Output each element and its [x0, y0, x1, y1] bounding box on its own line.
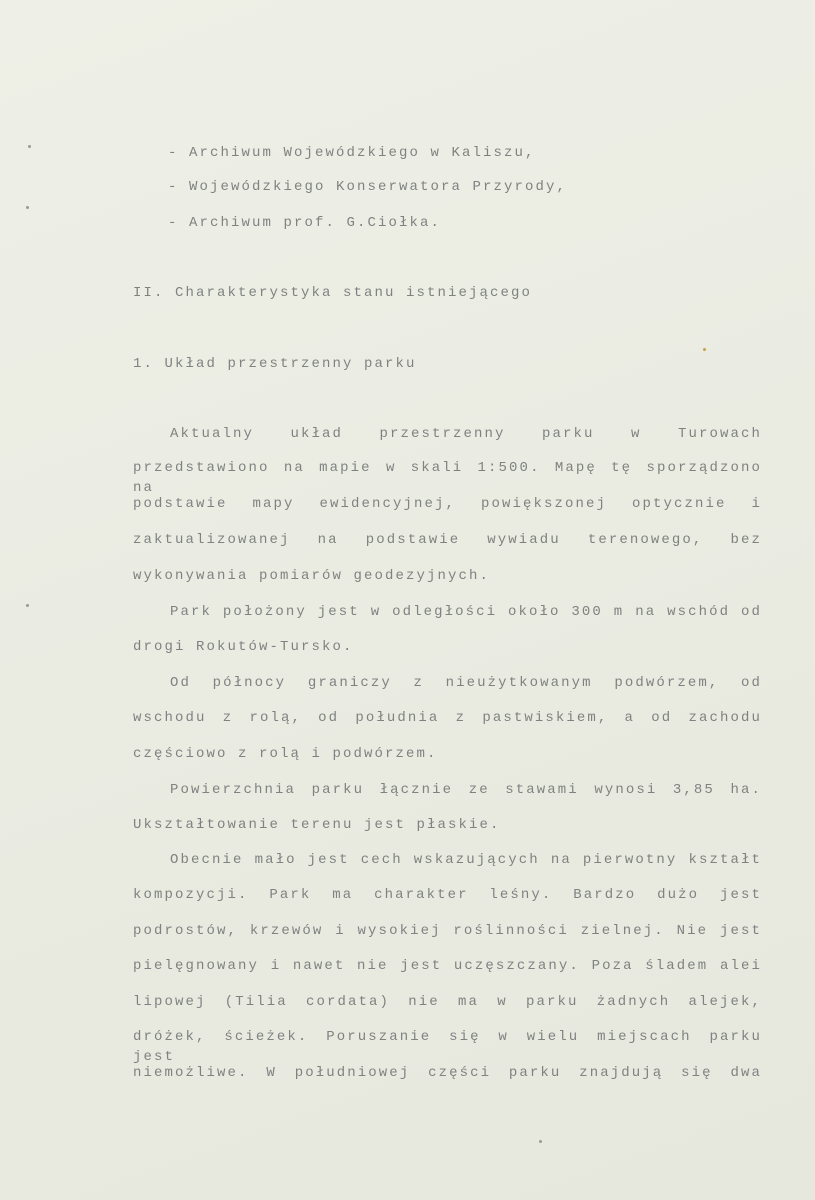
paragraph-line: wykonywania pomiarów geodezyjnych. [133, 568, 491, 584]
paragraph-line: Obecnie mało jest cech wskazujących na pierwotny kształt [170, 852, 762, 868]
paragraph-line: częściowo z rolą i podwórzem. [133, 746, 438, 762]
paper-speck [26, 206, 29, 209]
paragraph-line: dróżek, ścieżek. Poruszanie się w wielu miejscach parku jest [133, 1029, 762, 1065]
paragraph-line: wschodu z rolą, od południa z pastwiskiem, a od zachodu [133, 710, 762, 726]
section-heading: 1. Układ przestrzenny parku [133, 356, 417, 372]
paragraph-line: podstawie mapy ewidencyjnej, powiększonej optycznie i [133, 496, 762, 512]
paper-speck [26, 604, 29, 607]
paragraph-line: podrostów, krzewów i wysokiej roślinności zielnej. Nie jest [133, 923, 762, 939]
paragraph-line: pielęgnowany i nawet nie jest uczęszczany. Poza śladem alei [133, 958, 762, 974]
paragraph-line: Park położony jest w odległości około 300 m na wschód od [170, 604, 762, 620]
paper-speck [703, 348, 706, 351]
paragraph-line: kompozycji. Park ma charakter leśny. Bardzo dużo jest [133, 887, 762, 903]
paragraph-line: Aktualny układ przestrzenny parku w Turowach [170, 426, 762, 442]
paper-speck [28, 145, 31, 148]
paragraph-line: niemożliwe. W południowej części parku znajdują się dwa [133, 1065, 762, 1081]
paragraph-line: Powierzchnia parku łącznie ze stawami wynosi 3,85 ha. [170, 782, 762, 798]
paragraph-line: przedstawiono na mapie w skali 1:500. Mapę tę sporządzono na [133, 460, 762, 496]
paragraph-line: drogi Rokutów-Tursko. [133, 639, 354, 655]
list-item: - Archiwum Wojewódzkiego w Kaliszu, [168, 145, 536, 161]
paragraph-line: Ukształtowanie terenu jest płaskie. [133, 817, 501, 833]
list-item: - Archiwum prof. G.Ciołka. [168, 215, 442, 231]
paragraph-line: lipowej (Tilia cordata) nie ma w parku żadnych alejek, [133, 994, 762, 1010]
section-heading: II. Charakterystyka stanu istniejącego [133, 285, 533, 301]
paragraph-line: zaktualizowanej na podstawie wywiadu terenowego, bez [133, 532, 762, 548]
paper-speck [539, 1140, 542, 1143]
list-item: - Wojewódzkiego Konserwatora Przyrody, [168, 179, 568, 195]
paragraph-line: Od północy graniczy z nieużytkowanym podwórzem, od [170, 675, 762, 691]
